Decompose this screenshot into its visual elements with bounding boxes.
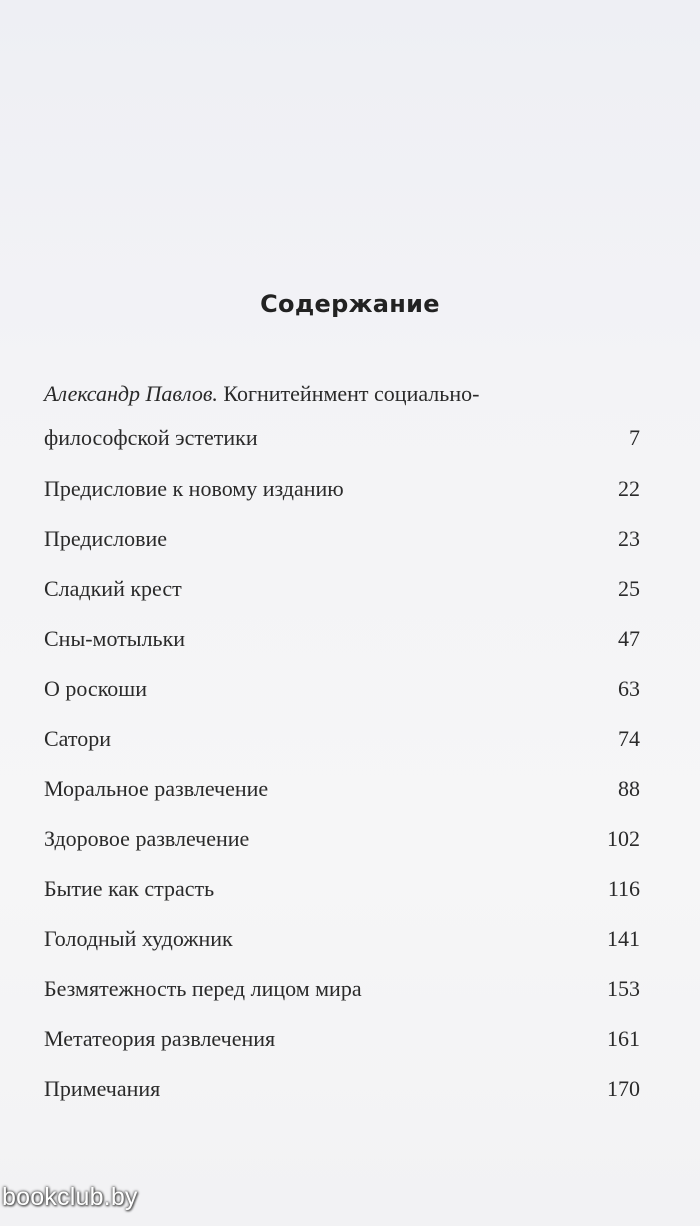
toc-entry-title: Предисловие к новому изданию xyxy=(44,476,344,501)
toc-entry xyxy=(44,376,640,464)
toc-entry-title: Метатеория развлечения xyxy=(44,1026,276,1051)
toc-entry xyxy=(44,864,640,914)
table-of-contents xyxy=(44,376,640,1114)
toc-entry-title: Когнитейнмент социально- xyxy=(223,381,480,406)
toc-entry xyxy=(44,1064,640,1114)
dot-leader xyxy=(186,574,614,596)
toc-entry xyxy=(44,564,640,614)
toc-entry-line-2 xyxy=(44,412,640,464)
toc-entry-title: Бытие как страсть xyxy=(44,876,215,901)
toc-entry-title: Голодный художник xyxy=(44,926,233,951)
toc-entry xyxy=(44,714,640,764)
toc-entry xyxy=(44,464,640,514)
dot-leader xyxy=(348,474,614,496)
toc-entry-title: Сны-мотыльки xyxy=(44,626,186,651)
toc-entry xyxy=(44,514,640,564)
toc-entry-page: 74 xyxy=(618,726,640,751)
toc-entry xyxy=(44,764,640,814)
toc-entry-page: 141 xyxy=(607,926,640,951)
toc-heading: Содержание xyxy=(260,290,440,318)
toc-entry-page: 170 xyxy=(607,1076,640,1101)
toc-entry-title: Сатори xyxy=(44,726,111,751)
toc-entry xyxy=(44,914,640,964)
toc-entry-page: 116 xyxy=(607,876,640,901)
toc-entry-title: Предисловие xyxy=(44,526,167,551)
dot-leader xyxy=(262,423,625,445)
toc-entry xyxy=(44,664,640,714)
toc-entry-title: Сладкий крест xyxy=(44,576,182,601)
dot-leader xyxy=(115,724,614,746)
toc-entry-page: 102 xyxy=(607,826,640,851)
dot-leader xyxy=(253,824,603,846)
toc-entry-title: Здоровое развлечение xyxy=(44,826,250,851)
toc-entry-page: 153 xyxy=(607,976,640,1001)
toc-entry-author: Александр Павлов. xyxy=(44,381,218,406)
toc-entry xyxy=(44,964,640,1014)
dot-leader xyxy=(279,1024,603,1046)
toc-entry-page: 7 xyxy=(629,425,640,450)
toc-entry-title: Примечания xyxy=(44,1076,161,1101)
dot-leader xyxy=(366,974,603,996)
toc-entry xyxy=(44,614,640,664)
toc-entry-page: 88 xyxy=(618,776,640,801)
toc-entry-page: 63 xyxy=(618,676,640,701)
toc-entry-title: Моральное развлечение xyxy=(44,776,269,801)
dot-leader xyxy=(171,524,614,546)
dot-leader xyxy=(218,874,604,896)
toc-entry-page: 161 xyxy=(607,1026,640,1051)
toc-entry-page: 47 xyxy=(618,626,640,651)
toc-entry-page: 25 xyxy=(618,576,640,601)
toc-entry-page: 22 xyxy=(618,476,640,501)
dot-leader xyxy=(189,624,614,646)
toc-entry xyxy=(44,1014,640,1064)
toc-entry xyxy=(44,814,640,864)
toc-entry-title: О роскоши xyxy=(44,676,147,701)
dot-leader xyxy=(272,774,614,796)
dot-leader xyxy=(164,1074,603,1096)
toc-entry-title: Безмятежность перед лицом мира xyxy=(44,976,362,1001)
toc-entry-line-1 xyxy=(44,376,640,412)
dot-leader xyxy=(151,674,614,696)
watermark: bookclub.by xyxy=(2,1183,138,1211)
toc-entry-page: 23 xyxy=(618,526,640,551)
toc-entry-title: философской эстетики xyxy=(44,425,258,450)
dot-leader xyxy=(237,924,603,946)
